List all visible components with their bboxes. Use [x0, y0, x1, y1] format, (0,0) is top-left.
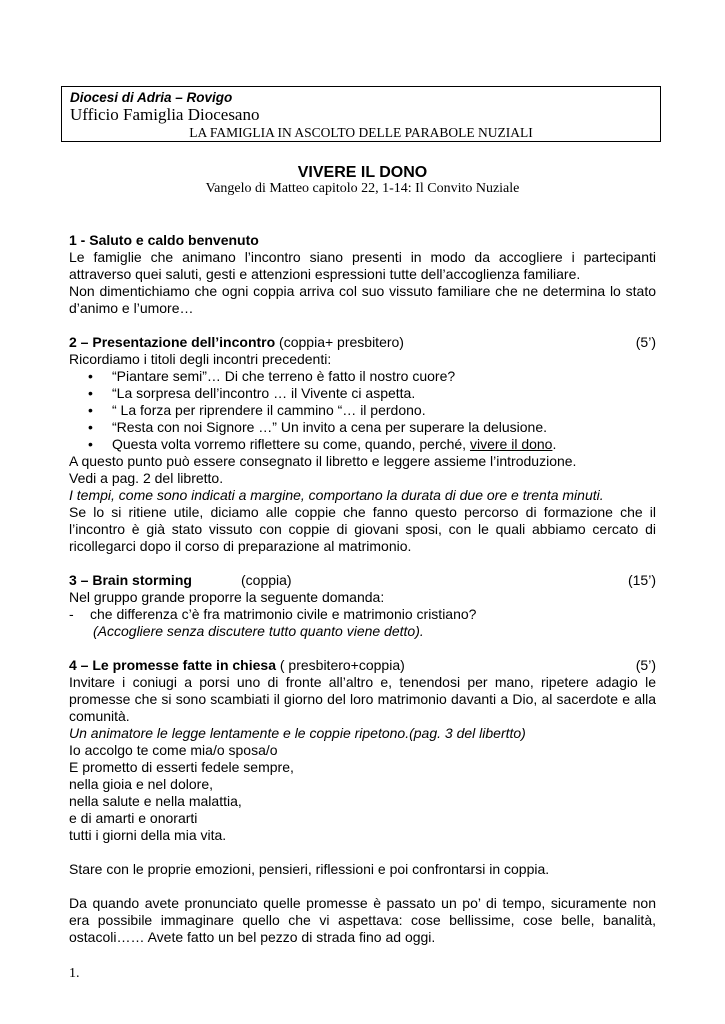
- vow-line: e di amarti e onorarti: [69, 810, 198, 826]
- section-1-paragraph-2: Non dimentichiamo che ogni coppia arriva col suo vissuto familiare che ne determina lo stato d’animo e l’umore…: [69, 283, 656, 316]
- section-1-paragraph-1: Le famiglie che animano l’incontro siano presenti in modo da accogliere i partecipanti attraverso quei saluti, gesti e attenzioni espressioni tutte dell’accoglienza familiare.: [69, 249, 656, 282]
- bullet-icon: •: [88, 385, 93, 401]
- vow-line: tutti i giorni della mia vita.: [69, 827, 227, 843]
- vow-line: nella salute e nella malattia,: [69, 793, 242, 809]
- vow-line: nella gioia e nel dolore,: [69, 776, 213, 792]
- section-4-time: (5’): [635, 657, 656, 673]
- document-body: [69, 232, 656, 946]
- bullet-icon: •: [88, 419, 93, 435]
- section-3-intro: Nel gruppo grande proporre la seguente domanda:: [69, 589, 385, 605]
- list-item: • “Resta con noi Signore …” Un invito a cena per superare la delusione.: [88, 419, 548, 435]
- list-item: • Questa volta vorremo riflettere su come, quando, perché, vivere il dono.: [88, 436, 557, 452]
- section-2-paragraph-2: Vedi a pag. 2 del libretto.: [69, 470, 224, 486]
- section-4-heading: 4 – Le promesse fatte in chiesa: [69, 657, 276, 673]
- list-item: • “ La forza per riprendere il cammino “… il perdono.: [88, 402, 426, 418]
- bullet-icon: •: [88, 368, 93, 384]
- previous-meetings-list: [69, 368, 656, 453]
- bullet-icon: •: [88, 402, 93, 418]
- header-box: [61, 86, 661, 142]
- series-title: LA FAMIGLIA IN ASCOLTO DELLE PARABOLE NUZIALI: [189, 125, 533, 140]
- vow-line: E prometto di esserti fedele sempre,: [69, 759, 294, 775]
- section-2-paragraph-4: Se lo si ritiene utile, diciamo alle coppie che fanno questo percorso di formazione che il l’incontro è già stato vissuto con coppie di giovani sposi, con le quali abbiamo cercato di ricollegarci dopo il corso di preparazione al matrimonio.: [69, 504, 656, 554]
- underlined-phrase: vivere il dono: [469, 436, 553, 452]
- section-4-heading-row: [69, 657, 656, 674]
- section-3-heading-row: [69, 572, 656, 589]
- section-2-heading: 2 – Presentazione dell’incontro: [69, 334, 276, 350]
- office-name: Ufficio Famiglia Diocesano: [70, 105, 260, 124]
- section-1-heading: 1 - Saluto e caldo benvenuto: [69, 232, 259, 248]
- section-2-heading-row: [69, 334, 656, 351]
- section-4-paragraph-4: Da quando avete pronunciato quelle promesse è passato un po’ di tempo, sicuramente non era possibile immaginare quello che vi aspettava: cose bellissime, cose belle, banalità, ostacoli…… Avete fatto un bel pezzo di strada fino ad oggi.: [69, 895, 656, 945]
- list-item: • “La sorpresa dell’incontro … il Vivente ci aspetta.: [88, 385, 416, 401]
- section-3-heading: 3 – Brain storming: [69, 572, 192, 588]
- vow-line: Io accolgo te come mia/o sposa/o: [69, 742, 278, 758]
- dash-marker: -: [69, 606, 74, 622]
- section-3-note-2: (Accogliere senza discutere tutto quanto viene detto).: [93, 623, 424, 639]
- section-2-intro: Ricordiamo i titoli degli incontri precedenti:: [69, 351, 332, 367]
- section-2-time: (5’): [635, 334, 656, 350]
- section-3-question: che differenza c’è fra matrimonio civile e matrimonio cristiano?: [90, 606, 477, 622]
- section-3-note: (coppia): [241, 572, 292, 588]
- list-item: [69, 606, 656, 623]
- section-4-instruction: Un animatore le legge lentamente e le coppie ripetono.(pag. 3 del libertto): [69, 725, 526, 741]
- diocese-name: Diocesi di Adria – Rovigo: [70, 90, 233, 105]
- section-4-paragraph-1: Invitare i coniugi a porsi uno di fronte all’altro e, tenendosi per mano, ripetere adagio le promesse che si sono scambiati il giorno del loro matrimonio davanti a Dio, al sacerdote e alla comunità.: [69, 674, 656, 724]
- section-2-paragraph-1: A questo punto può essere consegnato il libretto e leggere assieme l’introduzione.: [69, 453, 577, 469]
- section-4-note: ( presbitero+coppia): [275, 657, 405, 673]
- section-2-note: (coppia+ presbitero): [275, 334, 404, 350]
- bullet-icon: •: [88, 436, 93, 452]
- section-3-time: (15’): [627, 572, 656, 588]
- document-title: VIVERE IL DONO: [297, 164, 428, 181]
- section-4-paragraph-3: Stare con le proprie emozioni, pensieri, riflessioni e poi confrontarsi in coppia.: [69, 861, 550, 877]
- document-subtitle: Vangelo di Matteo capitolo 22, 1-14: Il Convito Nuziale: [205, 181, 520, 196]
- page-number: 1.: [69, 966, 80, 981]
- list-item: • “Piantare semi”… Di che terreno è fatto il nostro cuore?: [88, 368, 456, 384]
- section-2-timing-note: I tempi, come sono indicati a margine, comportano la durata di due ore e trenta minuti.: [69, 487, 604, 503]
